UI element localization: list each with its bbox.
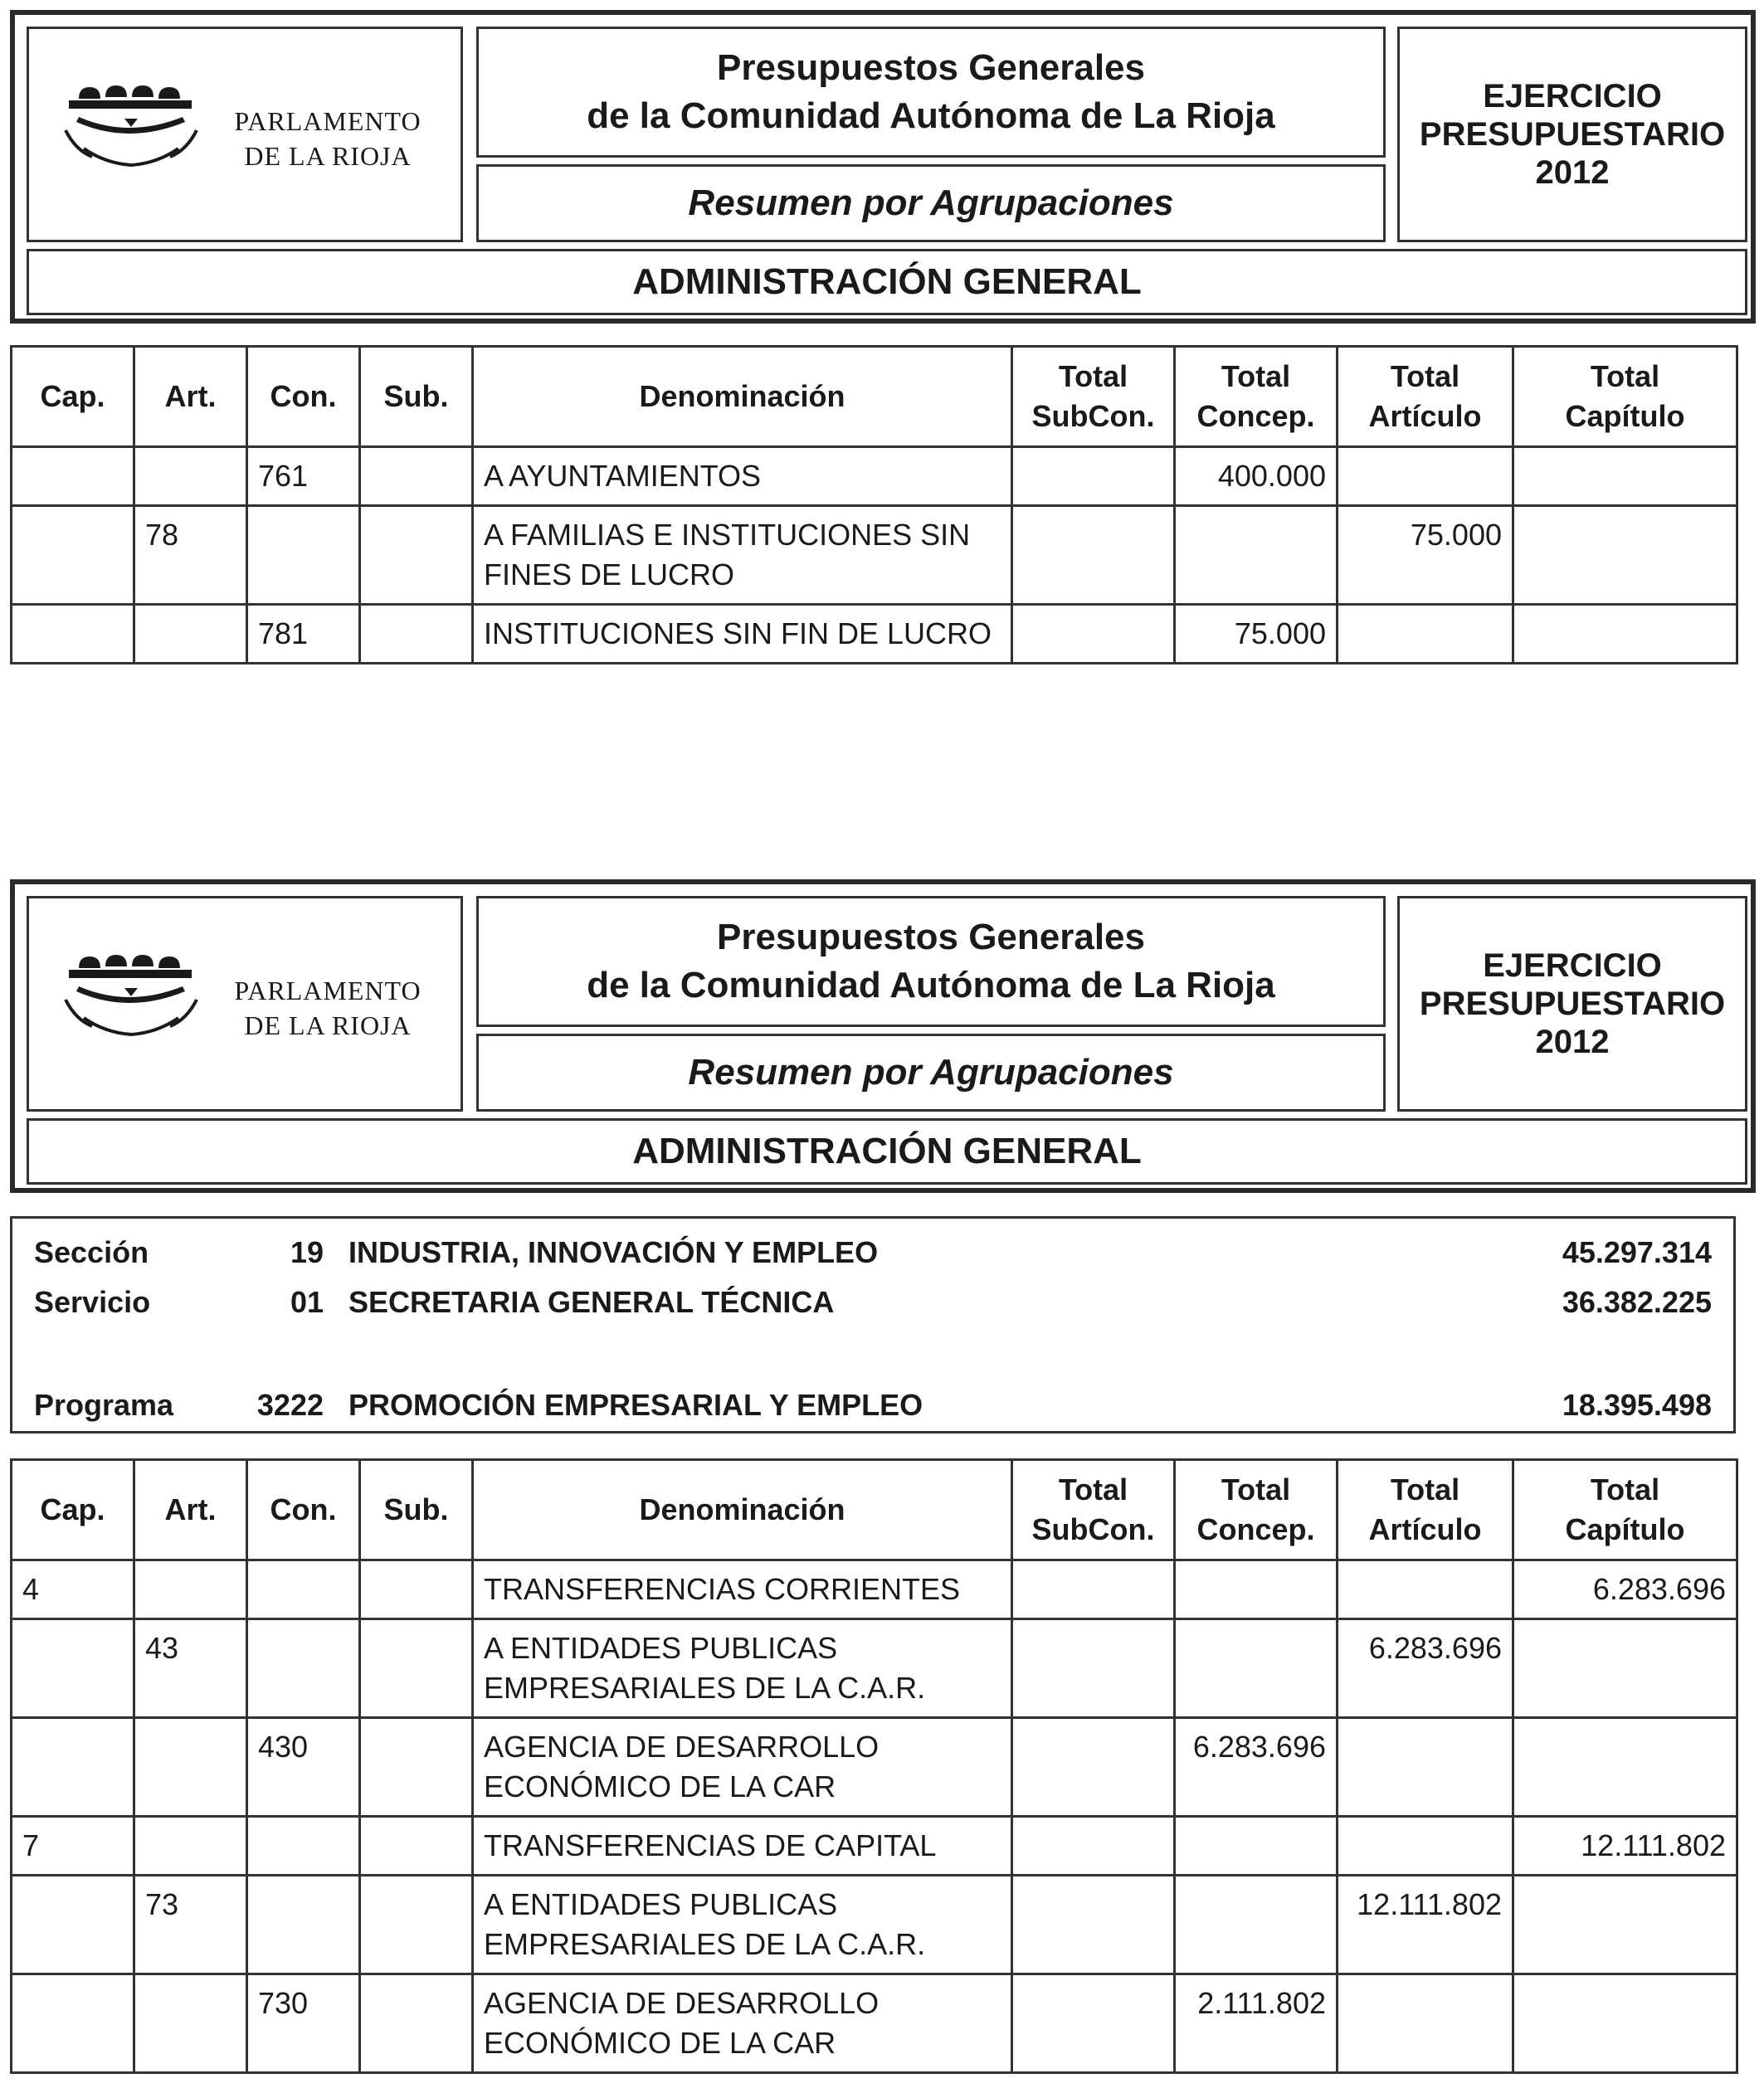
cell-total-concep: 2.111.802: [1175, 1974, 1338, 2073]
col-cap: Cap.: [12, 1460, 134, 1560]
parliament-name: [207, 104, 448, 173]
col-total-capitulo: Total Capítulo: [1513, 347, 1737, 447]
cell-cap: [12, 447, 134, 506]
cell-sub: [360, 1619, 473, 1718]
parliament-logo-icon: [62, 940, 203, 1039]
fiscal-year: 2012: [1535, 1024, 1610, 1060]
cell-art: [134, 447, 247, 506]
cell-total-concep: 75.000: [1175, 605, 1338, 664]
parliament-logo-box: [27, 896, 463, 1112]
cell-art: [134, 1718, 247, 1817]
cell-total-subcon: [1012, 1817, 1175, 1876]
col-art: Art.: [134, 1460, 247, 1560]
cell-total-concep: [1175, 1560, 1338, 1619]
cell-sub: [360, 1876, 473, 1974]
cell-total-subcon: [1012, 506, 1175, 605]
cell-cap: [12, 1876, 134, 1974]
col-con: Con.: [247, 347, 360, 447]
section-title: ADMINISTRACIÓN GENERAL: [27, 249, 1747, 315]
table-row: [12, 447, 1737, 506]
cell-denominacion: A AYUNTAMIENTOS: [473, 447, 1012, 506]
parliament-logo-box: [27, 27, 463, 242]
col-total-subcon: Total SubCon.: [1012, 347, 1175, 447]
cell-art: [134, 605, 247, 664]
cell-total-subcon: [1012, 1718, 1175, 1817]
cell-cap: [12, 1718, 134, 1817]
cell-total-capitulo: [1513, 1718, 1737, 1817]
program-info-block: [10, 1216, 1736, 1433]
cell-sub: [360, 605, 473, 664]
col-total-concep: Total Concep.: [1175, 347, 1338, 447]
cell-total-articulo: [1338, 447, 1513, 506]
cell-total-articulo: [1338, 1974, 1513, 2073]
cell-con: 430: [247, 1718, 360, 1817]
table-row: [12, 1619, 1737, 1718]
fiscal-year: 2012: [1535, 154, 1610, 191]
org-name-line1: PARLAMENTO: [234, 976, 422, 1005]
cell-sub: [360, 1560, 473, 1619]
document-subtitle: Resumen por Agrupaciones: [476, 164, 1386, 242]
document-title: [476, 27, 1386, 158]
cell-cap: [12, 605, 134, 664]
col-art: Art.: [134, 347, 247, 447]
col-total-articulo: Total Artículo: [1338, 1460, 1513, 1560]
table-row: [12, 1876, 1737, 1974]
title-line1: Presupuestos Generales: [716, 917, 1145, 957]
cell-art: 78: [134, 506, 247, 605]
cell-cap: [12, 1619, 134, 1718]
cell-total-subcon: [1012, 1619, 1175, 1718]
cell-con: [247, 1876, 360, 1974]
org-name-line1: PARLAMENTO: [234, 106, 422, 136]
cell-total-concep: [1175, 506, 1338, 605]
table-row: [12, 1718, 1737, 1817]
col-total-subcon: Total SubCon.: [1012, 1460, 1175, 1560]
table-row: [12, 1974, 1737, 2073]
programa-row: [12, 1385, 1733, 1426]
seccion-label: Sección: [34, 1235, 149, 1269]
cell-con: [247, 1817, 360, 1876]
table-row: [12, 1817, 1737, 1876]
cell-sub: [360, 1718, 473, 1817]
col-con: Con.: [247, 1460, 360, 1560]
cell-con: [247, 1619, 360, 1718]
cell-cap: [12, 1974, 134, 2073]
cell-cap: 7: [12, 1817, 134, 1876]
cell-total-articulo: 75.000: [1338, 506, 1513, 605]
programa-name: PROMOCIÓN EMPRESARIAL Y EMPLEO: [348, 1388, 923, 1422]
cell-total-capitulo: [1513, 1876, 1737, 1974]
cell-total-concep: 6.283.696: [1175, 1718, 1338, 1817]
budget-table-2: [10, 1458, 1738, 2074]
cell-denominacion: A FAMILIAS E INSTITUCIONES SIN FINES DE LUCRO: [473, 506, 1012, 605]
seccion-row: [12, 1232, 1733, 1273]
col-denominacion: Denominación: [473, 1460, 1012, 1560]
col-total-articulo: Total Artículo: [1338, 347, 1513, 447]
cell-sub: [360, 1974, 473, 2073]
cell-con: [247, 506, 360, 605]
col-total-capitulo: Total Capítulo: [1513, 1460, 1737, 1560]
cell-total-concep: [1175, 1619, 1338, 1718]
cell-total-articulo: [1338, 1718, 1513, 1817]
cell-total-articulo: [1338, 1560, 1513, 1619]
table-body: [12, 1560, 1737, 2073]
presupuestario-label: PRESUPUESTARIO: [1419, 986, 1726, 1022]
cell-denominacion: AGENCIA DE DESARROLLO ECONÓMICO DE LA CAR: [473, 1718, 1012, 1817]
cell-total-subcon: [1012, 1974, 1175, 2073]
cell-total-articulo: [1338, 605, 1513, 664]
programa-label: Programa: [34, 1388, 174, 1422]
cell-con: 730: [247, 1974, 360, 2073]
cell-cap: [12, 506, 134, 605]
parliament-logo-icon: [62, 71, 203, 170]
col-denominacion: Denominación: [473, 347, 1012, 447]
cell-art: [134, 1974, 247, 2073]
cell-denominacion: TRANSFERENCIAS DE CAPITAL: [473, 1817, 1012, 1876]
cell-art: 73: [134, 1876, 247, 1974]
table-row: [12, 506, 1737, 605]
servicio-total: 36.382.225: [1562, 1285, 1712, 1319]
cell-total-capitulo: [1513, 605, 1737, 664]
fiscal-year-box: [1397, 27, 1747, 242]
ejercicio-label: EJERCICIO: [1483, 78, 1662, 114]
cell-sub: [360, 1817, 473, 1876]
servicio-label: Servicio: [34, 1285, 151, 1319]
cell-total-subcon: [1012, 1560, 1175, 1619]
cell-denominacion: AGENCIA DE DESARROLLO ECONÓMICO DE LA CAR: [473, 1974, 1012, 2073]
col-total-concep: Total Concep.: [1175, 1460, 1338, 1560]
seccion-total: 45.297.314: [1562, 1235, 1712, 1269]
document-subtitle: Resumen por Agrupaciones: [476, 1034, 1386, 1112]
cell-cap: 4: [12, 1560, 134, 1619]
table-header: [12, 347, 1737, 447]
table-row: [12, 605, 1737, 664]
cell-sub: [360, 447, 473, 506]
document-header: [10, 879, 1756, 1193]
cell-sub: [360, 506, 473, 605]
cell-total-capitulo: [1513, 506, 1737, 605]
title-line2: de la Comunidad Autónoma de La Rioja: [587, 965, 1275, 1005]
cell-con: 761: [247, 447, 360, 506]
cell-total-concep: [1175, 1817, 1338, 1876]
document-header: [10, 10, 1756, 324]
cell-total-concep: [1175, 1876, 1338, 1974]
col-cap: Cap.: [12, 347, 134, 447]
cell-total-capitulo: 6.283.696: [1513, 1560, 1737, 1619]
cell-art: [134, 1817, 247, 1876]
cell-denominacion: A ENTIDADES PUBLICAS EMPRESARIALES DE LA C.A.R.: [473, 1876, 1012, 1974]
col-sub: Sub.: [360, 1460, 473, 1560]
ejercicio-label: EJERCICIO: [1483, 947, 1662, 984]
presupuestario-label: PRESUPUESTARIO: [1419, 116, 1726, 153]
table-row: [12, 1560, 1737, 1619]
cell-total-subcon: [1012, 447, 1175, 506]
seccion-name: INDUSTRIA, INNOVACIÓN Y EMPLEO: [348, 1235, 879, 1269]
servicio-code: 01: [290, 1285, 324, 1319]
cell-art: [134, 1560, 247, 1619]
cell-total-concep: 400.000: [1175, 447, 1338, 506]
cell-total-subcon: [1012, 605, 1175, 664]
cell-total-capitulo: [1513, 1619, 1737, 1718]
cell-total-articulo: 12.111.802: [1338, 1876, 1513, 1974]
parliament-name: [207, 973, 448, 1043]
cell-con: 781: [247, 605, 360, 664]
cell-total-subcon: [1012, 1876, 1175, 1974]
programa-total: 18.395.498: [1562, 1388, 1712, 1422]
cell-total-articulo: [1338, 1817, 1513, 1876]
servicio-row: [12, 1282, 1733, 1323]
org-name-line2: DE LA RIOJA: [244, 1010, 412, 1040]
cell-con: [247, 1560, 360, 1619]
servicio-name: SECRETARIA GENERAL TÉCNICA: [348, 1285, 835, 1319]
cell-total-capitulo: [1513, 447, 1737, 506]
title-line1: Presupuestos Generales: [716, 47, 1145, 88]
cell-denominacion: INSTITUCIONES SIN FIN DE LUCRO: [473, 605, 1012, 664]
section-title: ADMINISTRACIÓN GENERAL: [27, 1118, 1747, 1185]
document-title: [476, 896, 1386, 1027]
table-header: [12, 1460, 1737, 1560]
col-sub: Sub.: [360, 347, 473, 447]
cell-total-capitulo: 12.111.802: [1513, 1817, 1737, 1876]
table-body: [12, 447, 1737, 664]
cell-total-capitulo: [1513, 1974, 1737, 2073]
cell-total-articulo: 6.283.696: [1338, 1619, 1513, 1718]
cell-art: 43: [134, 1619, 247, 1718]
cell-denominacion: A ENTIDADES PUBLICAS EMPRESARIALES DE LA C.A.R.: [473, 1619, 1012, 1718]
seccion-code: 19: [290, 1235, 324, 1269]
title-line2: de la Comunidad Autónoma de La Rioja: [587, 95, 1275, 136]
org-name-line2: DE LA RIOJA: [244, 141, 412, 171]
programa-code: 3222: [256, 1388, 324, 1422]
fiscal-year-box: [1397, 896, 1747, 1112]
budget-table-1: [10, 345, 1738, 664]
cell-denominacion: TRANSFERENCIAS CORRIENTES: [473, 1560, 1012, 1619]
